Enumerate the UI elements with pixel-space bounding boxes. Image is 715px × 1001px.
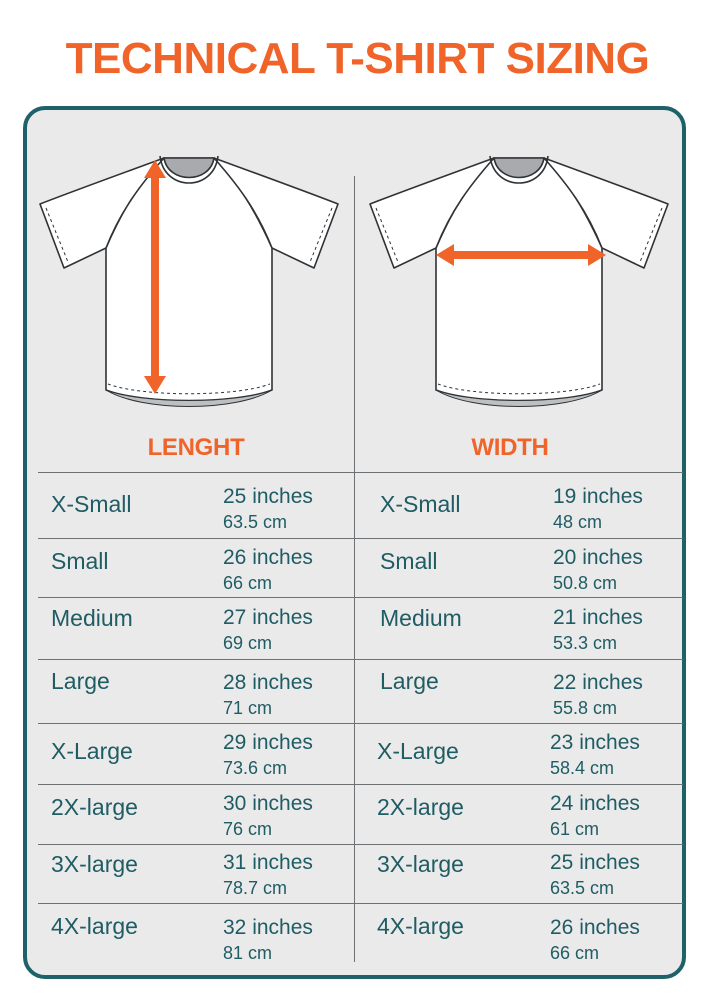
row-divider	[38, 659, 683, 660]
width-inches: 21 inches	[553, 606, 643, 629]
width-heading: WIDTH	[471, 434, 549, 461]
tshirt-length-diagram	[36, 150, 346, 412]
length-size-label: Medium	[51, 605, 133, 631]
length-cm: 66 cm	[223, 573, 273, 593]
length-cm: 69 cm	[223, 633, 273, 653]
length-heading: LENGHT	[147, 434, 245, 461]
width-cm: 61 cm	[550, 819, 600, 839]
length-size-label: X-Large	[51, 738, 133, 764]
width-size-label: 2X-large	[377, 794, 464, 820]
width-inches: 22 inches	[553, 671, 643, 694]
width-cm: 48 cm	[553, 512, 603, 532]
width-cm: 53.3 cm	[553, 633, 618, 653]
length-inches: 32 inches	[223, 916, 313, 939]
length-inches: 27 inches	[223, 606, 313, 629]
width-inches: 20 inches	[553, 546, 643, 569]
width-cm: 55.8 cm	[553, 698, 618, 718]
length-size-label: Small	[51, 548, 109, 574]
width-size-label: 3X-large	[377, 851, 464, 877]
width-inches: 26 inches	[550, 916, 640, 939]
row-divider	[38, 723, 683, 724]
width-size-label: 4X-large	[377, 913, 464, 939]
length-size-label: 3X-large	[51, 851, 138, 877]
length-inches: 26 inches	[223, 546, 313, 569]
page-title: TECHNICAL T-SHIRT SIZING	[65, 34, 650, 83]
row-divider	[38, 538, 683, 539]
row-divider	[38, 903, 683, 904]
length-size-label: X-Small	[51, 491, 132, 517]
width-inches: 23 inches	[550, 731, 640, 754]
row-divider	[38, 597, 683, 598]
length-inches: 28 inches	[223, 671, 313, 694]
length-inches: 29 inches	[223, 731, 313, 754]
width-size-label: Small	[380, 548, 438, 574]
length-cm: 71 cm	[223, 698, 273, 718]
length-size-label: 4X-large	[51, 913, 138, 939]
width-cm: 66 cm	[550, 943, 600, 963]
length-cm: 76 cm	[223, 819, 273, 839]
width-size-label: X-Large	[377, 738, 459, 764]
width-size-label: X-Small	[380, 491, 461, 517]
row-divider	[38, 784, 683, 785]
row-divider	[38, 472, 683, 473]
length-size-label: Large	[51, 668, 110, 694]
length-inches: 30 inches	[223, 792, 313, 815]
width-inches: 25 inches	[550, 851, 640, 874]
length-cm: 81 cm	[223, 943, 273, 963]
length-cm: 73.6 cm	[223, 758, 288, 778]
length-cm: 78.7 cm	[223, 878, 288, 898]
tshirt-width-diagram	[366, 150, 676, 412]
length-size-label: 2X-large	[51, 794, 138, 820]
length-cm: 63.5 cm	[223, 512, 288, 532]
width-inches: 24 inches	[550, 792, 640, 815]
width-size-label: Medium	[380, 605, 462, 631]
width-cm: 63.5 cm	[550, 878, 615, 898]
width-size-label: Large	[380, 668, 439, 694]
row-divider	[38, 844, 683, 845]
width-cm: 50.8 cm	[553, 573, 618, 593]
width-inches: 19 inches	[553, 485, 643, 508]
width-cm: 58.4 cm	[550, 758, 615, 778]
length-inches: 31 inches	[223, 851, 313, 874]
length-inches: 25 inches	[223, 485, 313, 508]
